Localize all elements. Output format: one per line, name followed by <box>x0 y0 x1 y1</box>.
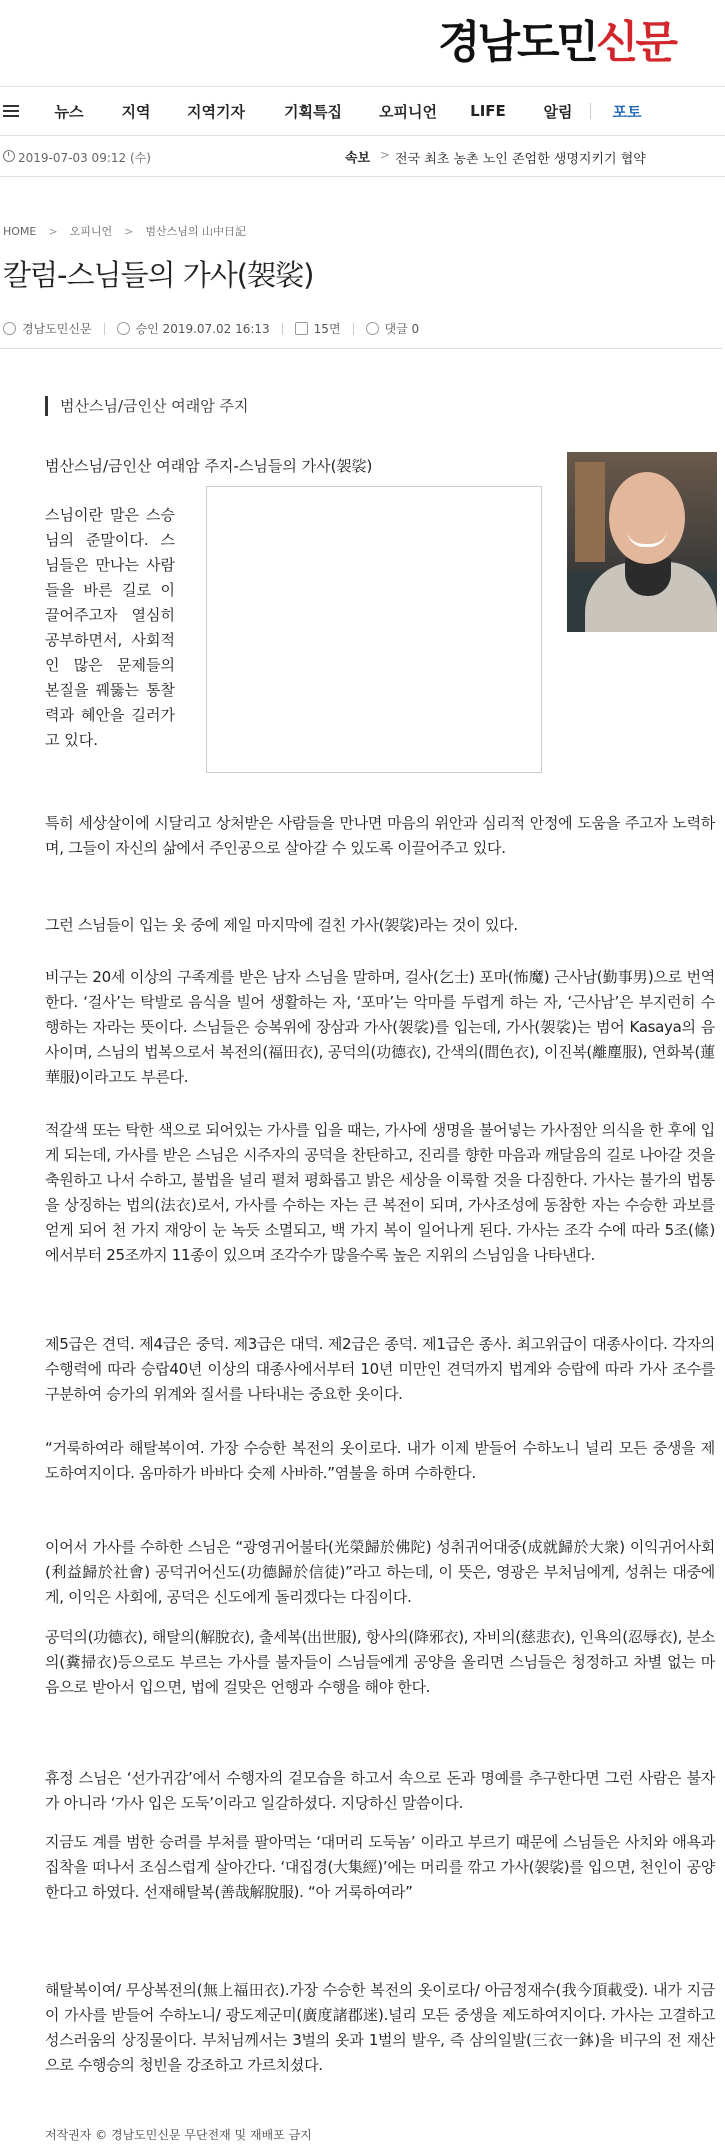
article-subtitle: 범산스님/금인산 여래암 주지-스님들의 가사(袈裟) <box>45 457 373 475</box>
article-paragraph: 지금도 계를 범한 승려를 부처를 팔아먹는 ‘대머리 도둑놈’ 이라고 부르기 때문에 스님들은 사치와 애욕과 집착을 떠나서 조심스럽게 살아간다. ‘대집경(大集經)’에는 머리를 깎고 가사(袈裟)를 입으면, 천인이 공양한다고 하였다. 선재해탈복(善哉解脫服). “아 거룩하여라” <box>45 1833 715 1901</box>
nav-item-region[interactable]: 지역 <box>121 102 151 121</box>
article-author: 경남도민신문 <box>22 322 92 336</box>
clock-icon <box>3 150 15 162</box>
article-paragraph: “거룩하여라 해탈복이여. 가장 수승한 복전의 옷이로다. 내가 이제 받들어 수하노니 널리 모든 중생을 제도하여지이다. 옴마하가 바바다 숫제 사바하.”염불을 하며 수하한다. <box>45 1439 715 1482</box>
article-paragraph: 적갈색 또는 탁한 색으로 되어있는 가사를 입을 때는, 가사에 생명을 불어넣는 가사점안 의식을 한 후에 입게 되는데, 가사를 받은 스님은 시주자의 공덕을 찬탄하고, 진리를 향한 마음과 깨달음의 길로 나아갈 것을 축원하고 나서 수하고, 불법을 널리 펼쳐 평화롭고 밝은 세상을 이룩할 것을 다짐한다. 가사는 불가의 법통을 상징하는 법의(法衣)로서, 가사를 수하는 자는 큰 복전이 되며, 가사조성에 동참한 자는 수승한 과보를 얻게 되어 천 가지 재앙이 눈 녹듯 소멸되고, 백 가지 복이 일어나게 된다. 가사는 조각 수에 따라 5조(絛)에서부터 25조까지 11종이 있으며 조각수가 많을수록 높은 지위의 스님임을 나타낸다. <box>45 1121 715 1264</box>
logo-text-black: 경남도민 <box>437 17 596 68</box>
nav-item-local-reporter[interactable]: 지역기자 <box>187 102 245 121</box>
breaking-headline[interactable]: 전국 최초 농촌 노인 존엄한 생명지키기 협약 <box>395 152 646 167</box>
article-paragraph: 제5급은 견덕. 제4급은 중덕. 제3급은 대덕. 제2급은 종덕. 제1급은 종사. 최고위급이 대종사이다. 각자의 수행력에 따라 승랍40년 이상의 대종사에서부터 10년 미만인 견덕까지 법계와 승랍에 따라 가사 조수를 구분하여 승가의 위계와 질서를 나타내는 중요한 옷이다. <box>45 1335 715 1403</box>
news-ticker <box>0 136 725 177</box>
article-paragraph: 해탈복이여/ 무상복전의(無上福田衣).가장 수승한 복전의 옷이로다/ 아금정재수(我今頂載受). 내가 지금 이 가사를 받들어 수하노니/ 광도제군미(廣度諸郡迷).널리 모든 중생을 제도하여지이다. 가사는 고결하고 성스러움의 상징물이다. 부처님께서는 3벌의 옷과 1벌의 발우, 즉 삼의일발(三衣一鉢)을 비구의 전 재산으로 수행승의 청빈을 강조하고 가르치셨다. <box>45 1981 715 2074</box>
article-approved-date: 승인 2019.07.02 16:13 <box>135 322 270 336</box>
nav-item-news[interactable]: 뉴스 <box>54 102 84 121</box>
article-intro: 스님이란 말은 스승님의 준말이다. 스님들은 만나는 사람들을 바른 길로 이끌어주고자 열심히 공부하면서, 사회적인 많은 문제들의 본질을 꿰뚫는 통찰력과 혜안을 길러가고 있다. <box>45 506 175 749</box>
chevron-right-icon: > <box>380 148 391 162</box>
main-nav <box>0 87 725 136</box>
current-datetime: 2019-07-03 09:12 (수) <box>18 151 151 165</box>
nav-item-notice[interactable]: 알림 <box>543 102 573 121</box>
image-placeholder <box>206 486 542 773</box>
article-meta <box>3 320 419 337</box>
logo-text-red: 신문 <box>595 17 675 68</box>
article-paragraph: 그런 스님들이 입는 옷 중에 제일 마지막에 걸친 가사(袈裟)라는 것이 있다. <box>45 916 518 934</box>
site-header <box>0 0 725 87</box>
nav-item-feature[interactable]: 기획특집 <box>284 102 342 121</box>
article-title: 칼럼-스님들의 가사(袈裟) <box>3 258 314 292</box>
site-logo[interactable] <box>438 6 675 70</box>
author-photo <box>567 452 717 632</box>
article-paragraph: 휴정 스님은 ‘선가귀감’에서 수행자의 겉모습을 하고서 속으로 돈과 명예를 추구한다면 그런 사람은 불자가 아니라 ‘가사 입은 도둑’이라고 일갈하셨다. 지당하신 말씀이다. <box>45 1769 715 1812</box>
breadcrumb-home[interactable]: HOME <box>3 225 37 238</box>
nav-item-opinion[interactable]: 오피니언 <box>379 102 437 121</box>
chevron-right-icon: > <box>124 225 134 238</box>
article-paragraph: 특히 세상살이에 시달리고 상처받은 사람들을 만나면 마음의 위안과 심리적 안정에 도움을 주고자 노력하며, 그들이 자신의 삶에서 주인공으로 살아갈 수 있도록 이끌어주고 있다. <box>45 814 715 857</box>
user-icon <box>3 322 16 335</box>
page-icon <box>295 322 308 335</box>
clock-icon <box>117 322 130 335</box>
comment-icon <box>366 322 379 335</box>
article-page: 15면 <box>313 322 341 336</box>
article-byline: 범산스님/금인산 여래암 주지 <box>45 396 248 416</box>
nav-item-photo[interactable]: 포토 <box>612 102 642 121</box>
article-paragraph: 비구는 20세 이상의 구족계를 받은 남자 스님을 말하며, 걸사(乞士) 포마(怖魔) 근사남(勤事男)으로 번역한다. ‘걸사’는 탁발로 음식을 빌어 생활하는 자, ‘포마’는 악마를 두렵게 하는 자, ‘근사남’은 부지런히 수행하는 자라는 뜻이다. 스님들은 승복위에 장삼과 가사(袈裟)를 입는데, 가사(袈裟)는 범어 Kasaya의 음사이며, 스님의 법복으로서 복전의(福田衣), 공덕의(功德衣), 간색의(間色衣), 이진복(離塵服), 연화복(蓮華服)이라고도 부른다. <box>45 968 715 1086</box>
article-comments[interactable]: 댓글 0 <box>384 322 420 336</box>
breadcrumb-section[interactable]: 오피니언 <box>69 225 113 238</box>
breadcrumb <box>3 223 246 239</box>
nav-item-life[interactable]: LIFE <box>470 102 506 120</box>
article-paragraph: 이어서 가사를 수하한 스님은 “광영귀어불타(光榮歸於佛陀) 성취귀어대중(成就歸於大衆) 이익귀어사회(利益歸於社會) 공덕귀어신도(功德歸於信徒)”라고 하는데, 이 뜻은, 영광은 부처님에게, 성취는 대중에게, 이익은 사회에, 공덕은 신도에게 돌리겠다는 다짐이다. <box>45 1538 715 1606</box>
divider <box>0 348 722 349</box>
breadcrumb-column[interactable]: 범산스님의 山中日記 <box>145 225 246 238</box>
chevron-right-icon: > <box>48 225 58 238</box>
menu-icon[interactable] <box>3 102 19 120</box>
copyright-notice: 저작권자 © 경남도민신문 무단전재 및 재배포 금지 <box>45 2128 312 2142</box>
article-paragraph: 공덕의(功德衣), 해탈의(解脫衣), 출세복(出世服), 항사의(降邪衣), 자비의(慈悲衣), 인욕의(忍辱衣), 분소의(糞掃衣)등으로도 부르는 가사를 불자들이 스님들에게 공양을 올리면 스님들은 청정하고 차별 없는 마음으로 받아서 입으면, 법에 걸맞은 언행과 수행을 해야 한다. <box>45 1628 715 1696</box>
breaking-label: 속보 <box>345 151 371 166</box>
nav-divider <box>590 103 591 119</box>
